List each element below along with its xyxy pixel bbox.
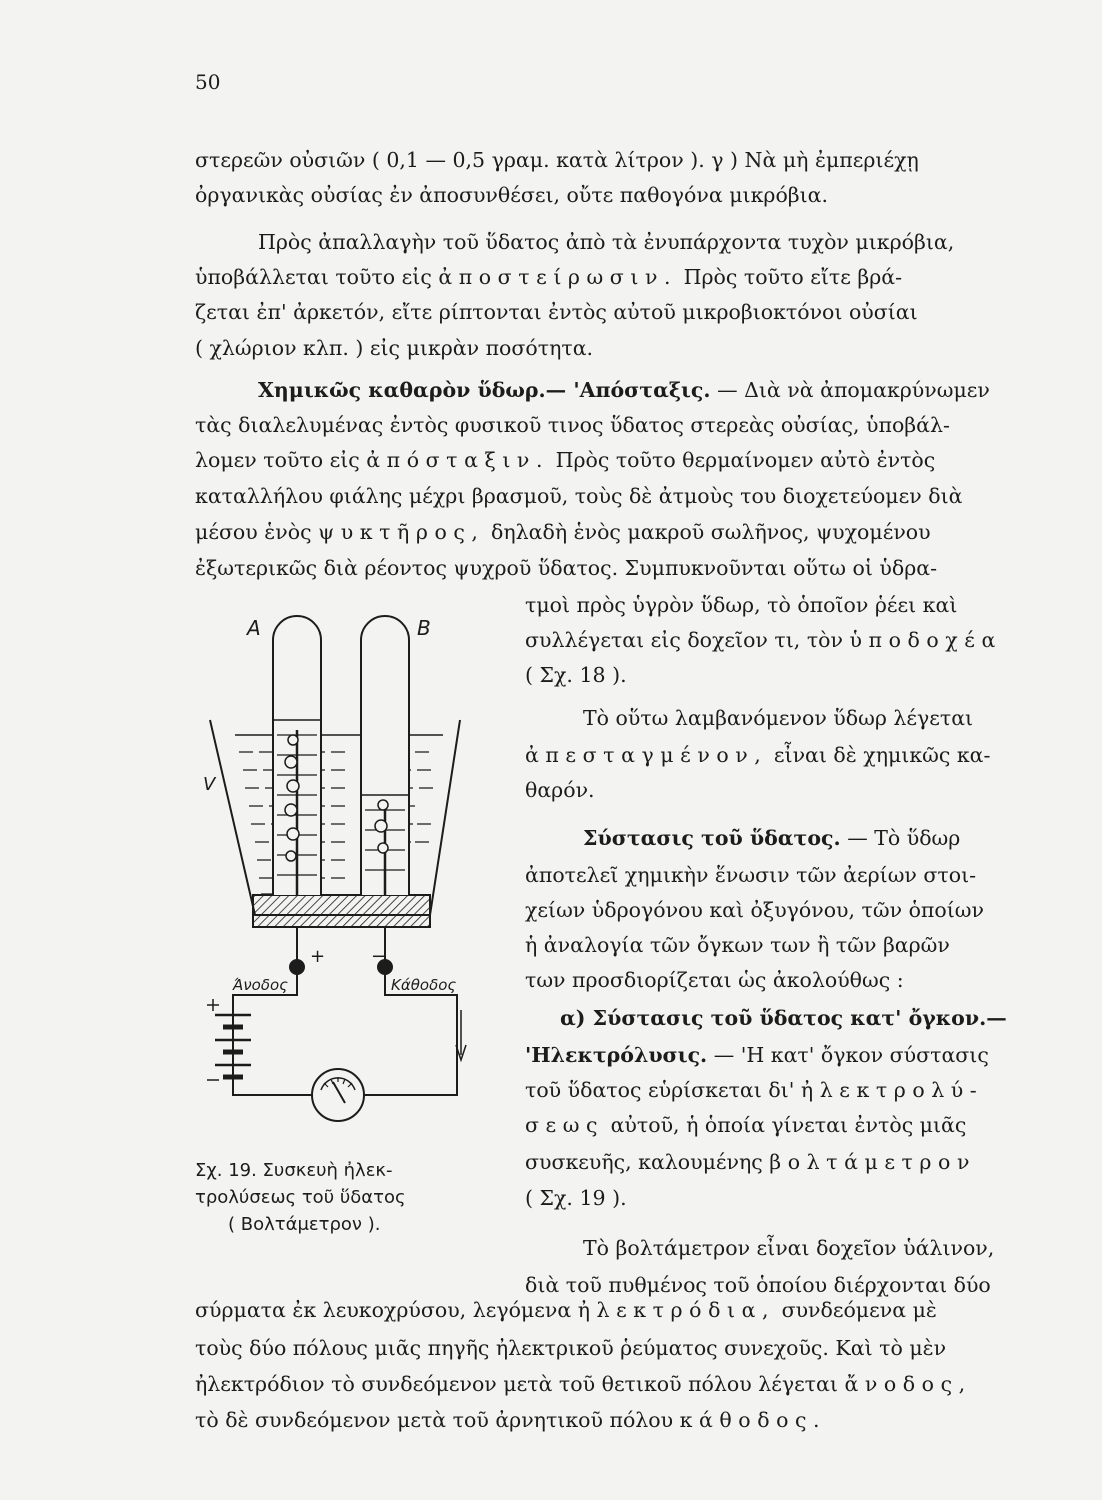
- text-line-10: καταλλήλου φιάλης μέχρι βρασμοῦ, τοὺς δὲ ἀτμοὺς του διοχετεύομεν διὰ: [195, 484, 963, 508]
- figure-caption-3: ( Βολτάμετρον ).: [228, 1214, 381, 1235]
- spaced-term-voltametron: βολτάμετρον: [769, 1150, 976, 1174]
- text-line-4: [195, 267, 902, 288]
- label-minus: −: [371, 946, 387, 967]
- text-line-8: τὰς διαλελυμένας ἐντὸς φυσικοῦ τινος ὕδατος στερεὰς οὐσίας, ὑποβάλ-: [195, 413, 950, 437]
- text-line-5: ζεται ἐπ' ἀρκετόν, εἴτε ρίπτονται ἐντὸς αὐτοῦ μικροβιοκτόνοι οὐσίαι: [195, 300, 918, 324]
- text-line-3: Πρὸς ἀπαλλαγὴν τοῦ ὕδατος ἀπὸ τὰ ἐνυπάρχοντα τυχὸν μικρόβια,: [258, 230, 955, 254]
- galvanometer: [312, 1069, 364, 1121]
- line-9-pre: λομεν τοῦτο εἰς: [195, 448, 360, 472]
- line-9-post: Πρὸς τοῦτο θερμαίνομεν αὐτὸ ἐντὸς: [555, 448, 936, 472]
- line-11-post: δηλαδὴ ἑνὸς μακροῦ σωλῆνος, ψυχομένου: [491, 520, 931, 544]
- spaced-term-ilektrodia: ἠλεκτρόδια,: [577, 1298, 776, 1322]
- text-line-2: ὀργανικὰς οὐσίας ἐν ἀποσυνθέσει, οὔτε παθογόνα μικρόβια.: [195, 183, 829, 207]
- right-line-14: [525, 1080, 983, 1101]
- right-line-10: ἡ ἀναλογία τῶν ὄγκων των ἢ τῶν βαρῶν: [525, 933, 950, 957]
- vessel-base: [253, 895, 430, 927]
- spaced-term-kathodos: κάθοδος.: [679, 1408, 827, 1432]
- heading-composition: Σύστασις τοῦ ὕδατος.: [583, 826, 841, 850]
- subheading-by-volume: α) Σύστασις τοῦ ὕδατος κατ' ὄγκον.—: [560, 1006, 1007, 1030]
- right-line-5: [525, 745, 990, 766]
- right-line-7-post: — Τὸ ὕδωρ: [847, 826, 961, 850]
- voltameter-diagram: [195, 590, 495, 1150]
- label-plus: +: [310, 946, 326, 967]
- label-vessel-v: V: [203, 774, 216, 795]
- spaced-term-ypodochea: ὑποδοχέα: [849, 628, 1002, 652]
- bottom-line-3-post: συνδεόμενα μὲ: [781, 1298, 937, 1322]
- bottom-line-5: [195, 1374, 972, 1395]
- text-line-12: ἐξωτερικῶς διὰ ρέοντος ψυχροῦ ὕδατος. Συμπυκνοῦνται οὕτω οἱ ὑδρα-: [195, 556, 938, 580]
- right-line-4: Τὸ οὕτω λαμβανόμενον ὕδωρ λέγεται: [583, 706, 974, 730]
- right-line-6: θαρόν.: [525, 778, 595, 802]
- right-line-16-pre: συσκευῆς, καλουμένης: [525, 1150, 763, 1174]
- vessel-outline: [210, 720, 460, 915]
- right-line-17: ( Σχ. 19 ).: [525, 1186, 627, 1210]
- bottom-line-6: [195, 1410, 826, 1431]
- right-line-2-pre: συλλέγεται εἰς δοχεῖον τι, τὸν: [525, 628, 843, 652]
- spaced-term-apestagmenon: ἀπεσταγμένον,: [525, 743, 768, 767]
- right-line-5-post: εἶναι δὲ χημικῶς κα-: [773, 743, 991, 767]
- right-line-16: [525, 1152, 976, 1173]
- right-line-11: των προσδιορίζεται ὡς ἀκολούθως :: [525, 968, 904, 992]
- spaced-term-aposteirosin: ἀποστείρωσιν.: [438, 265, 678, 289]
- spaced-term-ilektroly: ἠλεκτρολύ-: [800, 1078, 984, 1102]
- bottom-line-5-pre: ἠλεκτρόδιον τὸ συνδεόμενον μετὰ τοῦ θετικοῦ πόλου λέγεται: [195, 1372, 838, 1396]
- line-4-post: Πρὸς τοῦτο εἴτε βρά-: [683, 265, 903, 289]
- text-line-1: στερεῶν οὐσιῶν ( 0,1 — 0,5 γραμ. κατὰ λίτρον ). γ ) Νὰ μὴ ἐμπεριέχῃ: [195, 148, 919, 172]
- right-line-1: τμοὶ πρὸς ὑγρὸν ὕδωρ, τὸ ὁποῖον ῥέει καὶ: [525, 593, 958, 617]
- label-tube-a: A: [247, 616, 261, 640]
- terminal-anode: [290, 960, 304, 974]
- bottom-line-6-pre: τὸ δὲ συνδεόμενον μετὰ τοῦ ἀρνητικοῦ πόλου: [195, 1408, 674, 1432]
- bottom-line-2: διὰ τοῦ πυθμένος τοῦ ὁποίου διέρχονται δύο: [525, 1273, 991, 1297]
- line-4-pre: ὑποβάλλεται τοῦτο εἰς: [195, 265, 432, 289]
- right-line-7: [583, 828, 960, 849]
- page-number: 50: [195, 70, 221, 94]
- label-cathode: Κάθοδος: [391, 976, 457, 994]
- line-7-post: — Διὰ νὰ ἀπομακρύνωμεν: [717, 378, 990, 402]
- spaced-term-apostaxin: ἀπόσταξιν.: [366, 448, 550, 472]
- spaced-term-anodos: ἄνοδος,: [844, 1372, 972, 1396]
- text-line-11: [195, 522, 931, 543]
- label-tube-b: B: [417, 616, 431, 640]
- spaced-term-seos: σεως: [525, 1113, 605, 1137]
- heading-electrolysis: 'Ηλεκτρόλυσις.: [525, 1043, 708, 1067]
- line-11-pre: μέσου ἑνὸς: [195, 520, 312, 544]
- right-line-15-post: αὐτοῦ, ἡ ὁποία γίνεται ἐντὸς μιᾶς: [610, 1113, 967, 1137]
- text-line-9: [195, 450, 935, 471]
- text-line-6: ( χλώριον κλπ. ) εἰς μικρὰν ποσότητα.: [195, 336, 594, 360]
- bottom-line-3-pre: σύρματα ἐκ λευκοχρύσου, λεγόμενα: [195, 1298, 572, 1322]
- right-line-13-post: — 'Η κατ' ὄγκον σύστασις: [713, 1043, 989, 1067]
- spaced-term-psyktiros: ψυκτῆρος,: [318, 520, 485, 544]
- bottom-line-1: Τὸ βολτάμετρον εἶναι δοχεῖον ὑάλινον,: [583, 1236, 995, 1260]
- figure-caption-1: Σχ. 19. Συσκευὴ ἠλεκ-: [195, 1160, 393, 1181]
- bottom-line-4: τοὺς δύο πόλους μιᾶς πηγῆς ἠλεκτρικοῦ ῥεύματος συνεχοῦς. Καὶ τὸ μὲν: [195, 1336, 947, 1360]
- label-anode: Άνοδος: [233, 976, 288, 994]
- right-line-3: ( Σχ. 18 ).: [525, 663, 627, 687]
- bottom-line-3: [195, 1300, 937, 1321]
- right-line-9: χείων ὑδρογόνου καὶ ὀξυγόνου, τῶν ὁποίων: [525, 898, 984, 922]
- right-line-2: [525, 630, 1002, 651]
- right-line-15: [525, 1115, 966, 1136]
- text-line-7: [258, 380, 990, 401]
- heading-distillation: Χημικῶς καθαρὸν ὕδωρ.— 'Απόσταξις.: [258, 378, 711, 402]
- right-line-14-pre: τοῦ ὕδατος εὑρίσκεται δι': [525, 1078, 795, 1102]
- figure-caption-2: τρολύσεως τοῦ ὕδατος: [195, 1187, 406, 1208]
- right-line-13: [525, 1045, 989, 1066]
- right-line-8: ἀποτελεῖ χημικὴν ἕνωσιν τῶν ἀερίων στοι-: [525, 863, 977, 887]
